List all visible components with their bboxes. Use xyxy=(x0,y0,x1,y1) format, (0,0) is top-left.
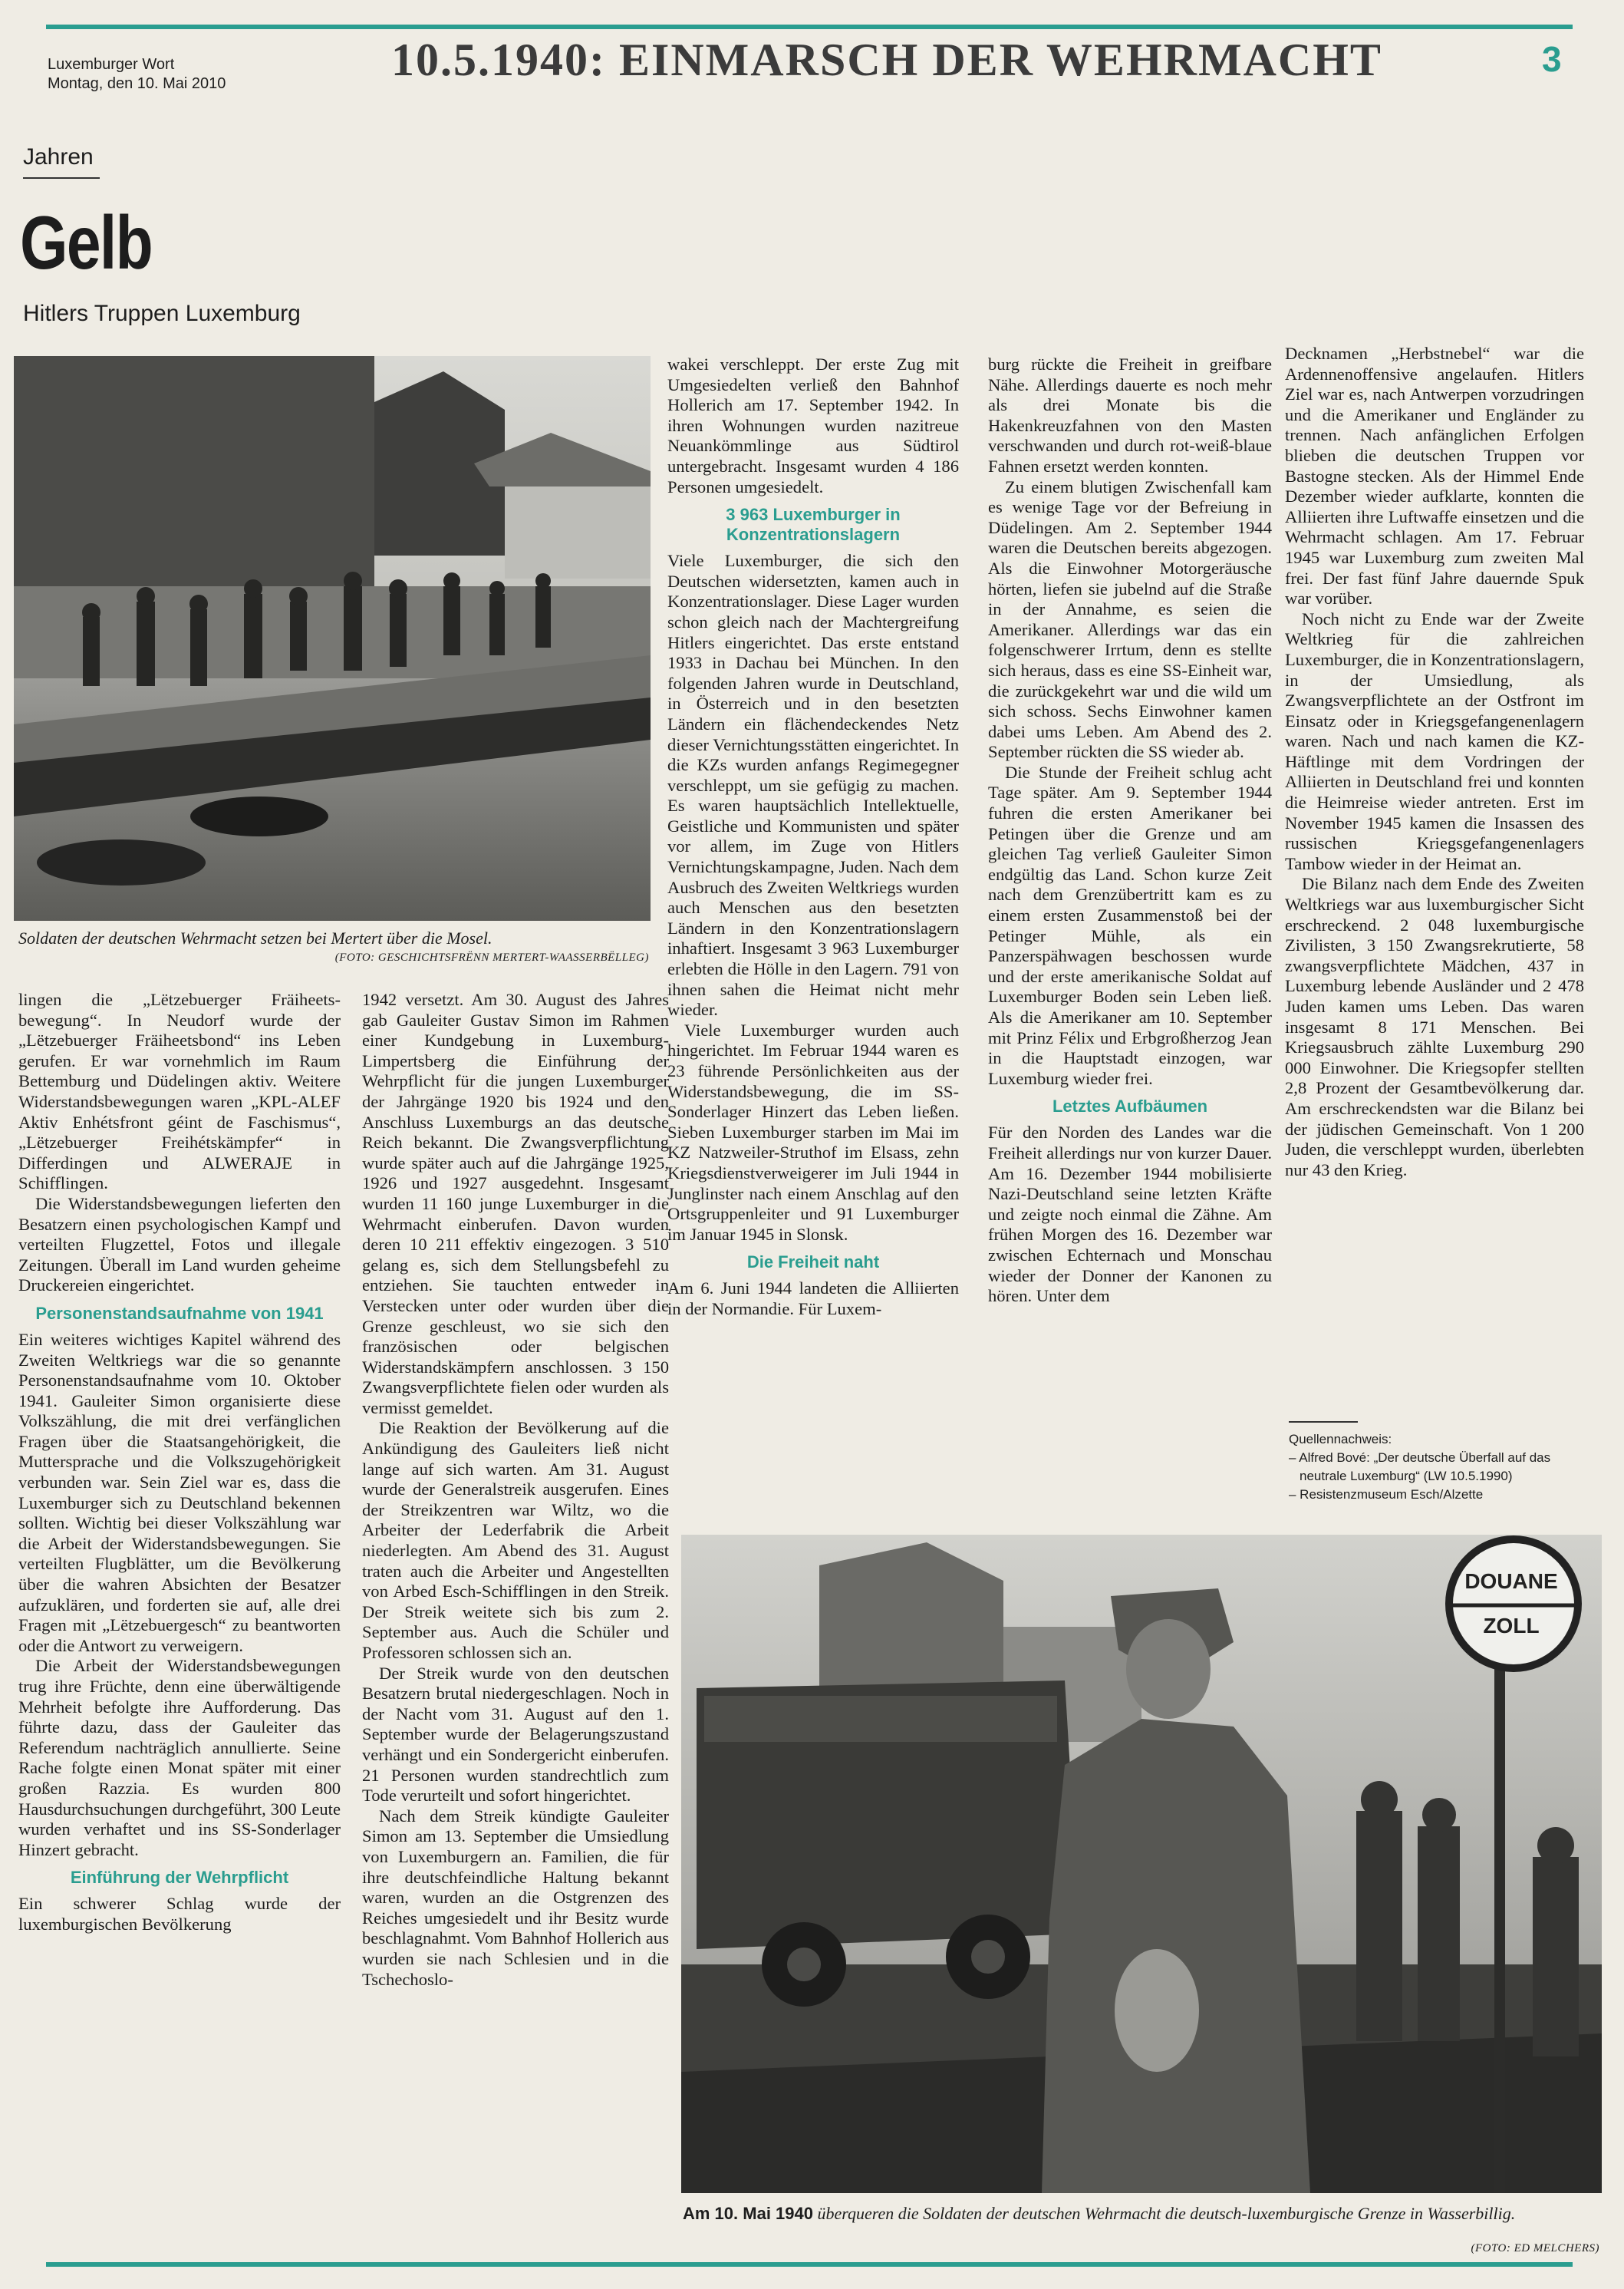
sources xyxy=(1289,1430,1588,1504)
column-5 xyxy=(1285,344,1584,1418)
paragraph: Am 6. Juni 1944 landeten die Alliierten in der Normandie. Für Luxem- xyxy=(667,1278,959,1318)
section-heading: 3 963 Luxemburger in Konzentrationslagern xyxy=(726,505,901,545)
section-heading: Die Freiheit naht xyxy=(746,1252,880,1272)
article-subtitle: Hitlers Truppen Luxemburg xyxy=(23,301,301,326)
paragraph: burg rückte die Freiheit in greifbare Nähe. Allerdings dauerte es noch mehr als drei Monate bis die Hakenkreuzfahnen von den Masten verschwanden und durch rot-weiß-blaue Fahnen ersetzt werden konnten. xyxy=(988,355,1272,476)
section-heading: Letztes Aufbäumen xyxy=(1052,1097,1208,1116)
page-number: 3 xyxy=(1542,39,1562,79)
photo1-caption: Soldaten der deutschen Wehrmacht setzen bei Mertert über die Mosel. xyxy=(18,928,492,948)
sources-heading: Quellennachweis: xyxy=(1289,1432,1392,1446)
paragraph: Decknamen „Herbstnebel“ war die Ardennenoffensive angelaufen. Hitlers Ziel war es, nach Antwerpen vorzudringen und die Amerikaner und Engländer zu trennen. Nach anfänglichen Erfolgen blieben die deutschen Truppen vor Bastogne stecken. Als der Himmel Ende Dezember wieder aufklarte, konnten die Alliierten ihre Luftwaffe einsetzen und die Wehrmacht schlagen. Am 17. Februar 1945 war Luxemburg zum zweiten Mal frei. Der fast fünf Jahre dauernde Spuk war vorüber. xyxy=(1285,344,1584,609)
bottom-rule xyxy=(46,2262,1573,2267)
photo2-caption-text: überqueren die Soldaten der deutschen Wehrmacht die deutsch-luxemburgische Grenze in Wasserbillig. xyxy=(812,2204,1516,2223)
photo-moselle-illustration xyxy=(14,356,651,921)
photo1-credit: (FOTO: GESCHICHTSFRËNN MERTERT-WAASSERBËLLEG) xyxy=(334,952,649,964)
section-heading: Einführung der Wehrpflicht xyxy=(70,1868,289,1888)
paragraph: Ein weiteres wichtiges Kapitel während des Zweiten Weltkriegs war die so genannte Personenstandsaufnahme vom 10. Oktober 1941. Gauleiter Simon organisierte diese Volkszählung, die mit drei verfänglichen Fragen über die Staatsangehörigkeit, die Muttersprache und die Volkszugehörigkeit verbunden war. Sein Ziel war es, dass die Luxemburger sich zu Deutschland bekennen sollten. Wichtig bei dieser Volkszählung war die Arbeit der Widerstandsbewegungen. Sie verteilten Flugblätter, um die Bevölkerung über die wahren Absichten der Besatzer aufzuklären, und forderten sie auf, alle drei Fragen mit „Lëtzebuergesch“ zu beantworten oder die Antwort zu verweigern. xyxy=(18,1329,341,1655)
section-heading: Personenstandsaufnahme von 1941 xyxy=(35,1303,324,1323)
photo-border-crossing xyxy=(681,1535,1602,2193)
paragraph: Zu einem blutigen Zwischenfall kam es wenige Tage vor der Befreiung in Düdelingen. Am 2. September 1944 waren die Deutschen bereits abgezogen. Als die Einwohner Motorgeräusche hörten, liefen sie jubelnd auf die Straße in der Annahme, es seien die Amerikaner. Allerdings war das ein folgenschwerer Irrtum, denn es stellte sich heraus, dass es eine SS-Einheit war, die zurückgekehrt war und die wild um sich schoss. Sechs Einwohner kamen dabei ums Leben. Am Abend des 2. September rückten die SS wieder ab. xyxy=(988,477,1272,762)
sources-divider xyxy=(1289,1421,1358,1423)
paragraph: 1942 versetzt. Am 30. August des Jahres gab Gauleiter Gustav Simon im Rahmen einer Kundgebung in Luxemburg-Limpertsberg die Einführung der Wehrpflicht für die jungen Luxemburger der Jahrgänge 1920 bis 1924 und den Anschluss Luxemburgs an das deutsche Reich bekannt. Die Zwangsverpflichtung wurde später auch auf die Jahrgänge 1925, 1926 und 1927 ausgedehnt. Insgesamt wurden 11 160 junge Luxemburger in die Wehrmacht einberufen. Davon wurden deren 10 211 effektiv eingezogen. 3 510 gelang es, sich dem Stellungsbefehl zu entziehen. Sie tauchten entweder in Verstecken unter oder wurden über die Grenze geschleust, wo sie sich den französischen oder belgischen Widerstandskämpfern anschlossen. 3 150 Zwangsverpflichtete fielen oder wurden als vermisst gemeldet. xyxy=(362,990,669,1417)
photo2-caption xyxy=(683,2204,1596,2224)
paragraph: Nach dem Streik kündigte Gauleiter Simon am 13. September die Umsiedlung von Luxemburgern an. Familien, die für ihre deutschfeindliche Haltung bekannt waren, wurden an die Ostgrenzen des Reiches umgesiedelt und ihr Besitz wurde beschlagnahmt. Vom Bahnhof Hollerich aus wurden sie nach Schlesien und in die Tschechoslo- xyxy=(362,1806,669,1989)
article-title: Gelb xyxy=(20,200,153,285)
paragraph: Die Arbeit der Widerstandsbewegungen trug ihre Früchte, denn eine überwältigende Mehrheit befolgte ihre Aufforderung. Das führte dazu, dass der Gauleiter das Referendum nachträglich annullierte. Seine Rache folgte einen Monat später mit einer großen Razzia. Es wurden 800 Hausdurchsuchungen durchgeführt, 300 Leute wurden verhaftet und ins SS-Sonderlager Hinzert gebracht. xyxy=(18,1656,341,1859)
page-headline: 10.5.1940: EINMARSCH DER WEHRMACHT xyxy=(391,35,1382,85)
column-1 xyxy=(18,990,341,2256)
paragraph: lingen die „Lëtzebuerger Fräiheets-bewegung“. In Neudorf wurde der „Lëtzebuerger Fräiheetsbond“ ins Leben gerufen. Er war vornehmlich im Raum Bettemburg und Düdelingen aktiv. Weitere Widerstandsbewegungen waren „KPL-ALEF Aktiv Enhétsfront géint de Faschismus“, „Lëtzebuerger Freihétskämpfer“ in Differdingen und ALWERAJE in Schifflingen. xyxy=(18,990,341,1193)
sign-text-douane: DOUANE xyxy=(1464,1569,1558,1593)
source-item: – Alfred Bové: „Der deutsche Überfall auf das xyxy=(1289,1450,1551,1465)
source-item: neutrale Luxemburg“ (LW 10.5.1990) xyxy=(1300,1469,1513,1483)
paragraph: Die Reaktion der Bevölkerung auf die Ankündigung des Gauleiters ließ nicht lange auf sich warten. Am 31. August wurde der Generalstreik ausgerufen. Eines der Streikzentren war Wiltz, wo die Arbeiter der Lederfabrik die Arbeit niederlegten. Am Abend des 31. August traten auch die Arbeiter und Angestellten von Arbed Esch-Schifflingen in den Streik. Der Streik weitete sich bis zum 2. September aus. Auch die Schüler und Professoren schlossen sich an. xyxy=(362,1418,669,1662)
paragraph: Viele Luxemburger wurden auch hingerichtet. Im Februar 1944 waren es 23 führende Persönlichkeiten aus der Widerstandsbewegung, die im SS-Sonderlager Hinzert das Leben ließen. Sieben Luxemburger starben im Mai im KZ Natzweiler-Struthof im Elsass, zehn Kriegsdienstverweigerer im Juli 1944 in Junglinster nach einem Anschlag auf den Ortsgruppenleiter und 91 Luxemburger im Januar 1945 in Slonsk. xyxy=(667,1020,959,1244)
column-3 xyxy=(667,355,959,1521)
paragraph: Noch nicht zu Ende war der Zweite Weltkrieg für die zahlreichen Luxemburger, die in Konzentrationslagern, in der Umsiedlung, als Zwangsverpflichtete an der Ostfront im Einsatz oder in Kriegsgefangenenlagern waren. Nach und nach kamen die KZ-Häftlinge mit dem Vordringen der Alliierten in Deutschland frei und konnten die Heimreise wieder antreten. Erst im November 1945 kamen die Insassen des russischen Kriegsgefangenenlagers Tambow wieder in der Heimat an. xyxy=(1285,609,1584,873)
kicker-underline xyxy=(23,177,100,179)
paragraph: wakei verschleppt. Der erste Zug mit Umgesiedelten verließ den Bahnhof Hollerich am 17. September 1942. In ihren Wohnungen wurden nazitreue Neuankömmlinge aus Südtirol untergebracht. Insgesamt wurden 4 186 Personen umgesiedelt. xyxy=(667,355,959,496)
issue-date: Montag, den 10. Mai 2010 xyxy=(48,75,226,92)
paragraph: Die Widerstandsbewegungen lieferten den Besatzern einen psychologischen Kampf und verteilten Flugzettel, Fotos und illegale Zeitungen. Überall im Land wurden geheime Druckereien eingerichtet. xyxy=(18,1193,341,1295)
top-rule xyxy=(46,25,1573,29)
sign-text-zoll: ZOLL xyxy=(1483,1614,1540,1638)
column-4 xyxy=(988,355,1272,1521)
paragraph: Die Stunde der Freiheit schlug acht Tage später. Am 9. September 1944 fuhren die ersten Amerikaner bei Petingen über die Grenze und am gleichen Tag verließ Gauleiter Simon endgültig das Land. Schon kurze Zeit nach dem Grenzübertritt kam es zu einem ersten Zusammenstoß bei der Petinger Mühle, als ein Panzerspähwagen beschossen wurde und der erste amerikanische Soldat auf Luxemburger Boden sein Leben ließ. Als die Amerikaner am 10. September mit Prinz Félix und Erbgroßherzog Jean in die Hauptstadt einzogen, war Luxemburg wieder frei. xyxy=(988,762,1272,1088)
masthead-info xyxy=(48,55,226,94)
paper-name: Luxemburger Wort xyxy=(48,56,175,73)
photo2-credit: (FOTO: ED MELCHERS) xyxy=(1471,2242,1599,2254)
paragraph: Der Streik wurde von den deutschen Besatzern brutal niedergeschlagen. Noch in der Nacht vom 31. August auf den 1. September wurde der Belagerungszustand verhängt und ein Sondergericht einberufen. 21 Personen wurden standrechtlich zum Tode verurteilt und sofort hingerichtet. xyxy=(362,1663,669,1806)
photo2-caption-date: Am 10. Mai 1940 xyxy=(683,2204,813,2223)
paragraph: Die Bilanz nach dem Ende des Zweiten Weltkriegs war aus luxemburgischer Sicht erschreckend. 2 048 luxemburgische Zivilisten, 3 150 Zwangsrekrutierte, 58 zwangsverpflichtete Mädchen, 437 in Luxemburg lebende Ausländer und 2 478 Juden kamen ums Leben. Das waren insgesamt 8 171 Menschen. Bei Kriegsausbruch zählte Luxemburg 290 000 Einwohner. Die Kriegsopfer stellten 2,8 Prozent der Gesamtbevölkerung dar. Am erschreckendsten war die Bilanz bei der jüdischen Gemeinschaft. Von 1 200 Juden, die verschleppt wurden, überlebten nur 43 den Krieg. xyxy=(1285,874,1584,1179)
photo-moselle-crossing xyxy=(14,356,651,921)
source-item: – Resistenzmuseum Esch/Alzette xyxy=(1289,1487,1484,1502)
article-kicker: Jahren xyxy=(23,144,94,170)
paragraph: Ein schwerer Schlag wurde der luxemburgischen Bevölkerung xyxy=(18,1894,341,1934)
paragraph: Für den Norden des Landes war die Freiheit allerdings nur von kurzer Dauer. Am 16. Dezember 1944 mobilisierte Nazi-Deutschland seine letzten Kräfte und zeigte noch einmal die Zähne. Am frühen Morgen des 16. Dezember war zwischen Echternach und Monschau wieder der Donner der Kanonen zu hören. Unter dem xyxy=(988,1123,1272,1306)
photo-border-illustration xyxy=(681,1535,1602,2193)
paragraph: Viele Luxemburger, die sich den Deutschen widersetzten, kamen auch in Konzentrationslager. Diese Lager wurden schon gleich nach der Machtergreifung Hitlers eingerichtet. Das erste entstand 1933 in Dachau bei München. In den folgenden Jahren wurde in Deutschland, in Österreich und in den besetzten Ländern ein flächendeckendes Netz dieser Vernichtungsstätten eingerichtet. In die KZs wurden anfangs Regimegegner verschleppt, um sie gefügig zu machen. Es waren hauptsächlich Intellektuelle, Geistliche und Kommunisten und später vor allem, im Zuge von Hitlers Vernichtungskampagne, Juden. Nach dem Ausbruch des Zweiten Weltkriegs wurden auch Menschen aus den besetzten Ländern in den Konzentrationslagern inhaftiert. Insgesamt 3 963 Luxemburger erlebten die Hölle in den Lagern. 791 von ihnen sahen die Heimat nicht mehr wieder. xyxy=(667,551,959,1020)
column-2 xyxy=(362,990,669,2256)
